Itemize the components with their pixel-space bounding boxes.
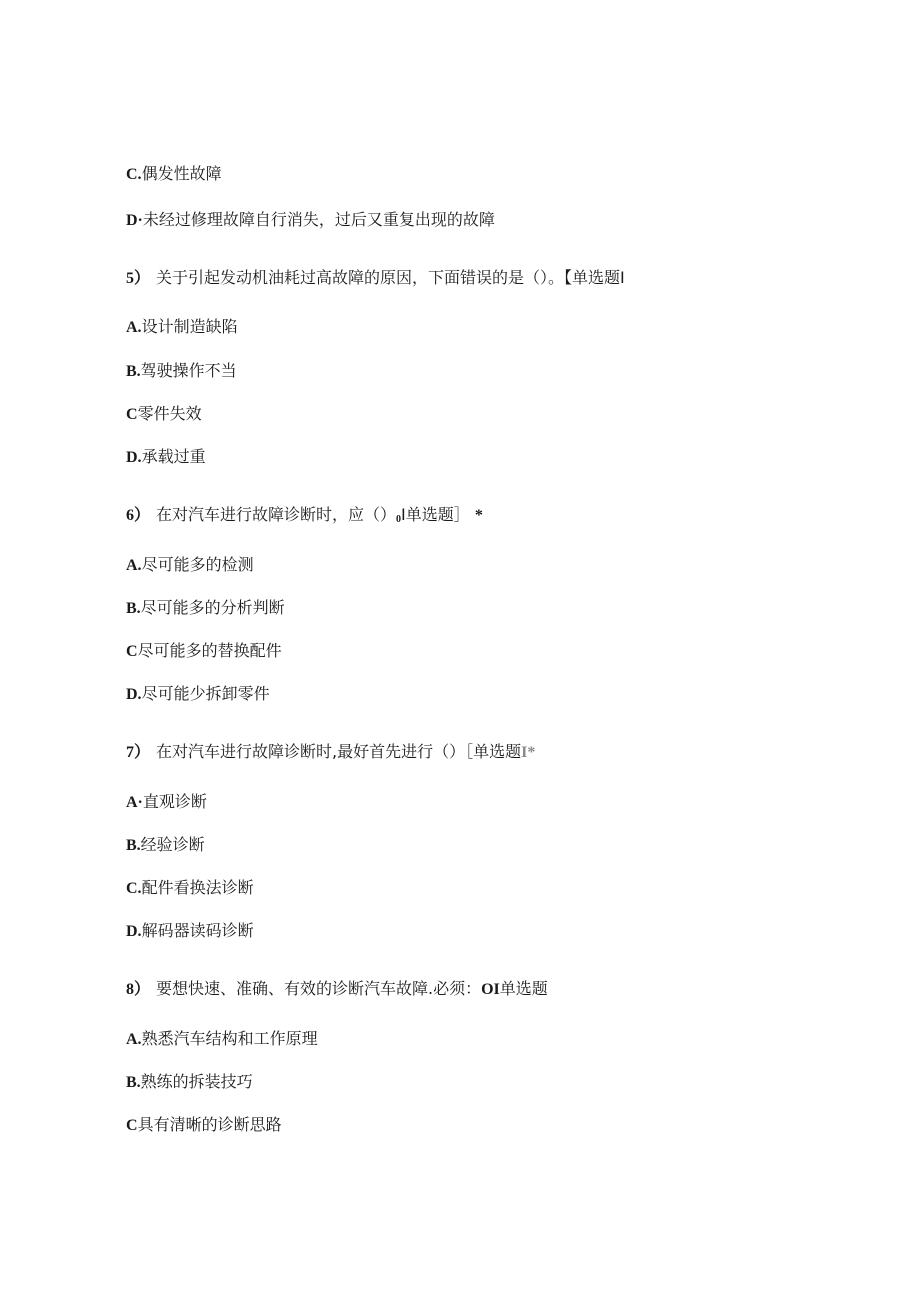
option-label: C	[126, 643, 138, 660]
option-text: 解码器读码诊断	[141, 921, 254, 940]
required-mark: *	[474, 507, 483, 524]
option-text: 零件失效	[137, 404, 202, 423]
option-label: D.	[126, 449, 142, 466]
q4-option-d	[126, 209, 495, 232]
q6-option-c	[126, 640, 282, 663]
option-label: C.	[126, 166, 142, 183]
option-label: A.	[126, 319, 142, 336]
option-text: 配件看换法诊断	[141, 878, 254, 897]
option-text: 熟练的拆装技巧	[140, 1072, 253, 1091]
option-label: C	[126, 406, 138, 423]
required-mark: I*	[521, 744, 536, 761]
option-label: C	[126, 1117, 138, 1134]
question-text: 要想快速、准确、有效的诊断汽车故障.必须：	[156, 979, 482, 998]
option-text: 驾驶操作不当	[140, 361, 237, 380]
question-type: I单选题］	[401, 505, 470, 524]
q8-option-b	[126, 1071, 253, 1094]
option-label: B.	[126, 600, 141, 617]
option-text: 未经过修理故障自行消失，过后又重复出现的故障	[142, 210, 495, 229]
option-label: D.	[126, 686, 142, 703]
question-number: 5）	[126, 270, 151, 287]
q8-option-a	[126, 1028, 318, 1051]
question-number: 7）	[126, 744, 151, 761]
question-text: 在对汽车进行故障诊断时，应（）	[156, 505, 397, 524]
option-text: 经验诊断	[140, 835, 205, 854]
option-label: A.	[126, 557, 142, 574]
question-number: 8）	[126, 981, 151, 998]
question-text: 关于引起发动机油耗过高故障的原因，下面错误的是（）。【单选题I	[156, 268, 625, 287]
q7-option-a	[126, 791, 207, 814]
option-label: A.	[126, 1031, 142, 1048]
q7-option-b	[126, 834, 205, 857]
question-number: 6）	[126, 507, 151, 524]
q5-option-c	[126, 403, 202, 426]
q7-option-d	[126, 920, 254, 943]
q6-question	[126, 504, 483, 531]
option-label: B.	[126, 837, 141, 854]
option-text: 直观诊断	[142, 792, 207, 811]
option-text: 尽可能多的分析判断	[140, 598, 285, 617]
option-text: 偶发性故障	[141, 164, 222, 183]
option-text: 承载过重	[141, 447, 206, 466]
q7-option-c	[126, 877, 254, 900]
q6-option-b	[126, 597, 285, 620]
question-code: OI	[481, 981, 500, 998]
q8-question	[126, 978, 548, 1001]
q5-option-a	[126, 316, 238, 339]
q4-option-c	[126, 163, 222, 186]
option-label: A·	[126, 794, 143, 811]
option-text: 具有清晰的诊断思路	[137, 1115, 282, 1134]
q5-option-b	[126, 360, 237, 383]
option-text: 设计制造缺陷	[141, 317, 238, 336]
q6-option-d	[126, 683, 270, 706]
option-label: D.	[126, 923, 142, 940]
question-text: 在对汽车进行故障诊断时,最好首先进行（）［单选题	[156, 742, 522, 761]
q7-question	[126, 741, 535, 764]
option-label: B.	[126, 363, 141, 380]
q6-option-a	[126, 554, 254, 577]
option-text: 尽可能多的检测	[141, 555, 254, 574]
q5-question	[126, 267, 625, 290]
option-label: C.	[126, 880, 142, 897]
question-type: 单选题	[499, 979, 548, 998]
question-text-sub: 0	[396, 514, 402, 525]
option-text: 尽可能多的替换配件	[137, 641, 282, 660]
q5-option-d	[126, 446, 206, 469]
q8-option-c	[126, 1114, 282, 1137]
option-text: 尽可能少拆卸零件	[141, 684, 270, 703]
option-label: D·	[126, 212, 143, 229]
option-label: B.	[126, 1074, 141, 1091]
option-text: 熟悉汽车结构和工作原理	[141, 1029, 318, 1048]
